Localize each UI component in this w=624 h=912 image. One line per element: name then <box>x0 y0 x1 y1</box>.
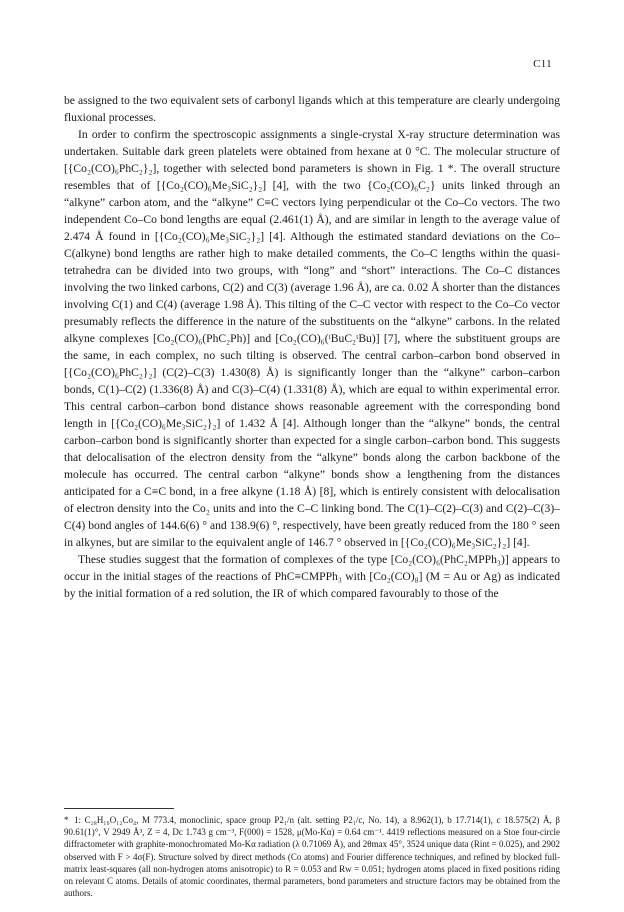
paragraph: be assigned to the two equivalent sets of carbonyl ligands which at this temperature are clearly undergoing fluxional processes. <box>64 94 560 124</box>
paragraph: In order to confirm the spectroscopic assignments a single-crystal X-ray structure determination was undertaken. Suitable dark green platelets were obtained from hexane at 0 °C. The molecular structure of [{Co₂(CO)₆PhC₂}₂], together with selected bond parameters is shown in Fig. 1 *. The overall structure resembles that of [{Co₂(CO)₆Me₃SiC₂}₂] [4], with the two {Co₂(CO)₆C₂} units linked through an “alkyne” carbon atom, and the “alkyne” C≡C vectors lying perpendicular ot the Co–Co vectors. The two independent Co–Co bond lengths are equal (2.461(1) Å), and are similar in length to the average value of 2.474 Å found in [{Co₂(CO)₆Me₃SiC₂}₂] [4]. Although the estimated standard deviations on the Co–C(alkyne) bond lengths are rather high to make detailed comments, the Co–C lengths within the quasi-tetrahedra can be divided into two groups, with “long” and “short” interactions. The Co–C distances involving the two linked carbons, C(2) and C(3) (average 1.96 Å), are ca. 0.02 Å shorter than the distances involving C(1) and C(4) (average 1.98 Å). This tilting of the C–C vector with respect to the Co–Co vector presumably reflects the difference in the nature of the substituents on the “alkyne” carbons. In the related alkyne complexes [Co₂(CO)₆(PhC₂Ph)] and [Co₂(CO)₆(ᵗBuC₂ᵗBu)] [7], where the substituent groups are the same, in each complex, no such tilting is observed. The central carbon–carbon bond observed in [{Co₂(CO)₆PhC₂}₂] (C(2)–C(3) 1.430(8) Å) is significantly longer than the “alkyne” carbon–carbon bonds, C(1)–C(2) (1.336(8) Å) and C(3)–C(4) (1.331(8) Å), which are equal to within experimental error. This central carbon–carbon bond distance shows reasonable agreement with the corresponding bond length in [{Co₂(CO)₆Me₃SiC₂}₂] of 1.432 Å [4]. Although longer than the “alkyne” bonds, the central carbon–carbon bond is significantly shorter than expected for a single carbon–carbon bond. This suggests that delocalisation of the electron density from the “alkyne” bonds along the carbon backbone of the molecule has occurred. The central carbon “alkyne” bonds show a lengthening from the distances anticipated for a C≡C bond, in a free alkyne (1.18 Å) [8], which is entirely consistent with delocalisation of electron density into the Co₂ units and into the C–C linking bond. The C(1)–C(2)–C(3) and C(2)–C(3)–C(4) bond angles of 144.6(6) ° and 138.9(6) °, respectively, have been greatly reduced from the 180 ° seen in alkynes, but are similar to the equivalent angle of 146.7 ° observed in [{Co₂(CO)₆Me₃SiC₂}₂] [4]. <box>64 128 560 549</box>
page-number: C11 <box>533 58 552 70</box>
footnote-divider <box>64 808 174 809</box>
paragraph: These studies suggest that the formation of complexes of the type [Co₂(CO)₆(PhC₂MPPh₃)] appears to occur in the initial stages of the reactions of PhC≡CMPPh₃ with [Co₂(CO)₈] (M = Au or Ag) as indicated by the initial formation of a red solution, the IR of which compared favourably to those of the <box>64 553 560 600</box>
footnote-marker: * <box>64 815 69 825</box>
footnote-text: 1: C₂₈H₁₀O₁₂Co₄, M 773.4, monoclinic, space group P2₁/n (alt. setting P2₁/c, No. 14), a 8.962(1), b 17.714(1), c 18.575(2) Å, β 90.61(1)°, V 2949 Å³, Z = 4, Dc 1.743 g cm⁻³, F(000) = 1528, μ(Mo-Kα) = 0.64 cm⁻¹. 4419 reflections measured on a Stoe four-circle diffractometer with graphite-monochromated Mo-Kα radiation (λ 0.71069 Å), and 2θmax 45°, 3524 unique data (Rint = 0.025), and 2902 observed with F > 4σ(F). Structure solved by direct methods (Co atoms) and Fourier difference techniques, and refined by blocked full-matrix least-squares (all non-hydrogen atoms anisotropic) to R = 0.053 and Rw = 0.051; hydrogen atoms placed in fixed positions riding on relevant C atoms. Details of atomic coordinates, thermal parameters, bond parameters and structure factors may be obtained from the authors. <box>64 815 560 899</box>
body-text <box>64 92 560 602</box>
footnote <box>64 814 560 899</box>
